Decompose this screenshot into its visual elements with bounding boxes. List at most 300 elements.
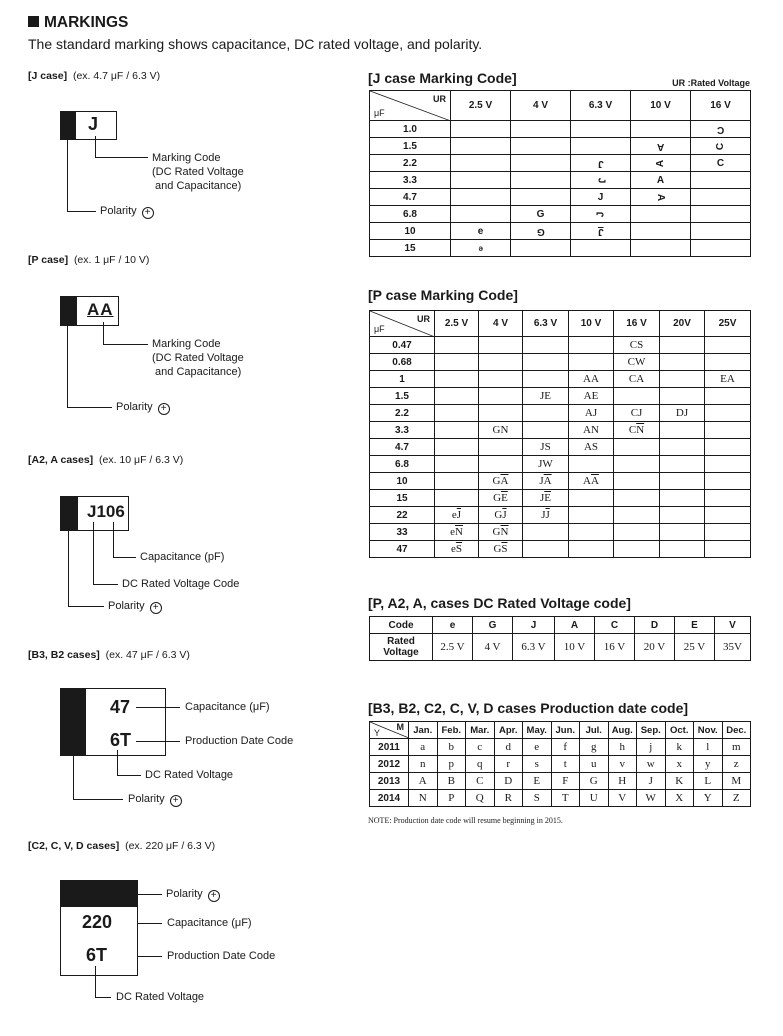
table-cell bbox=[660, 439, 705, 456]
plus-icon: + bbox=[170, 795, 182, 807]
table-cell bbox=[614, 490, 660, 507]
plus-icon: + bbox=[142, 207, 154, 219]
table-cell bbox=[523, 541, 569, 558]
overlined-char: $\overline{S}$ bbox=[455, 543, 462, 555]
leader-line bbox=[113, 522, 114, 557]
leader-line bbox=[95, 157, 148, 158]
table-cell bbox=[435, 371, 479, 388]
table-cell bbox=[614, 524, 660, 541]
overlined-char: $\overline{E}$ bbox=[501, 492, 508, 504]
polarity-label: Polarity + bbox=[116, 400, 170, 415]
table-row bbox=[370, 223, 751, 240]
date-code-cell: y bbox=[694, 756, 723, 773]
year-header: 2012 bbox=[370, 756, 409, 773]
table-cell bbox=[511, 138, 571, 155]
marking-glyph: J bbox=[597, 157, 604, 169]
table-cell bbox=[435, 439, 479, 456]
table-cell bbox=[451, 155, 511, 172]
table-cell: $e\overline{N}$ bbox=[435, 524, 479, 541]
table-cell: GN bbox=[479, 422, 523, 439]
leader-line bbox=[67, 407, 112, 408]
table-cell bbox=[614, 439, 660, 456]
table-cell bbox=[571, 240, 631, 257]
date-code-cell: h bbox=[608, 739, 637, 756]
month-header: Mar. bbox=[466, 722, 495, 739]
column-header: 2.5 V bbox=[451, 91, 511, 121]
date-code-cell: G bbox=[580, 773, 609, 790]
table-row bbox=[370, 790, 751, 807]
voltage-code: J bbox=[513, 617, 555, 634]
section-subtitle: The standard marking shows capacitance, DC rated voltage, and polarity. bbox=[28, 36, 483, 52]
corner-cell bbox=[370, 311, 435, 337]
table-cell bbox=[705, 405, 751, 422]
table-cell bbox=[691, 138, 751, 155]
row-header: 10 bbox=[370, 223, 451, 240]
corner-bottom-label: Y bbox=[374, 728, 381, 738]
voltage-code: G bbox=[473, 617, 513, 634]
voltage-code: D bbox=[635, 617, 675, 634]
table-cell bbox=[660, 354, 705, 371]
p-case-heading bbox=[28, 254, 149, 266]
table-cell bbox=[511, 155, 571, 172]
date-code-cell: H bbox=[608, 773, 637, 790]
title-text: MARKINGS bbox=[44, 14, 129, 31]
overlined-char: $\overline{E}$ bbox=[544, 492, 551, 504]
table-cell: EA bbox=[705, 371, 751, 388]
table-row bbox=[370, 155, 751, 172]
leader-line bbox=[67, 211, 96, 212]
row-header: 6.8 bbox=[370, 456, 435, 473]
table-cell bbox=[511, 206, 571, 223]
table-cell bbox=[691, 172, 751, 189]
table-cell bbox=[705, 473, 751, 490]
marking-glyph: A bbox=[654, 159, 666, 167]
column-header: 4 V bbox=[479, 311, 523, 337]
date-code-cell: E bbox=[523, 773, 552, 790]
date-code-cell: A bbox=[409, 773, 438, 790]
table-row bbox=[370, 439, 751, 456]
date-table-title: [B3, B2, C2, C, V, D cases Production date code] bbox=[368, 700, 689, 716]
month-header: Jun. bbox=[551, 722, 580, 739]
date-note: NOTE: Production date code will resume beginning in 2015. bbox=[368, 816, 563, 825]
table-cell: AA bbox=[569, 371, 614, 388]
month-header: Jan. bbox=[409, 722, 438, 739]
table-cell bbox=[705, 507, 751, 524]
table-cell bbox=[705, 439, 751, 456]
table-row bbox=[370, 756, 751, 773]
plus-icon: + bbox=[208, 890, 220, 902]
date-code-cell: f bbox=[551, 739, 580, 756]
case-example: (ex. 1 μF / 10 V) bbox=[73, 254, 150, 266]
polarity-band bbox=[60, 496, 78, 531]
table-cell bbox=[435, 337, 479, 354]
leader-line bbox=[117, 775, 141, 776]
leader-line bbox=[95, 136, 96, 158]
rated-voltage: 10 V bbox=[555, 634, 595, 661]
polarity-label: Polarity + bbox=[166, 887, 220, 902]
header-row bbox=[370, 311, 751, 337]
row-header: 3.3 bbox=[370, 422, 435, 439]
table-cell bbox=[569, 507, 614, 524]
corner-cell bbox=[370, 91, 451, 121]
date-code-cell: Q bbox=[466, 790, 495, 807]
leader-line bbox=[68, 606, 104, 607]
date-code: 6T bbox=[110, 730, 132, 750]
rated-voltage: 6.3 V bbox=[513, 634, 555, 661]
table-row bbox=[370, 739, 751, 756]
row-header: 4.7 bbox=[370, 439, 435, 456]
date-code-cell: m bbox=[722, 739, 751, 756]
table-cell bbox=[705, 422, 751, 439]
table-cell bbox=[631, 121, 691, 138]
date-code-cell: p bbox=[437, 756, 466, 773]
case-label: [A2, A cases] bbox=[28, 454, 94, 466]
table-cell bbox=[511, 172, 571, 189]
rated-voltage: 16 V bbox=[595, 634, 635, 661]
table-cell: $J\overline{J}$ bbox=[523, 507, 569, 524]
marking-glyph: e bbox=[478, 243, 483, 253]
date-code-cell: t bbox=[551, 756, 580, 773]
column-header: 2.5 V bbox=[435, 311, 479, 337]
date-code-cell: C bbox=[466, 773, 495, 790]
table-cell: $G\overline{E}$ bbox=[479, 490, 523, 507]
date-code: 6T bbox=[86, 945, 108, 965]
date-code-cell: z bbox=[722, 756, 751, 773]
date-code-cell: Z bbox=[722, 790, 751, 807]
table-cell bbox=[660, 490, 705, 507]
case-label: [P case] bbox=[28, 254, 69, 266]
table-cell bbox=[569, 524, 614, 541]
table-cell bbox=[435, 422, 479, 439]
table-cell bbox=[451, 172, 511, 189]
month-header: Sep. bbox=[637, 722, 666, 739]
table-row bbox=[370, 172, 751, 189]
capacitance-code: 47 bbox=[110, 697, 131, 717]
capacitance-label: Capacitance (μF) bbox=[167, 917, 252, 929]
month-header: May. bbox=[523, 722, 552, 739]
leader-line bbox=[103, 322, 104, 344]
date-code-cell: s bbox=[523, 756, 552, 773]
table-cell: CW bbox=[614, 354, 660, 371]
voltage-code-table bbox=[369, 616, 751, 661]
date-code-cell: M bbox=[722, 773, 751, 790]
date-code-cell: F bbox=[551, 773, 580, 790]
date-code-cell: V bbox=[608, 790, 637, 807]
column-header: 6.3 V bbox=[523, 311, 569, 337]
table-cell bbox=[705, 541, 751, 558]
table-cell bbox=[571, 138, 631, 155]
row-header: 6.8 bbox=[370, 206, 451, 223]
table-cell bbox=[451, 240, 511, 257]
code-row bbox=[370, 617, 751, 634]
polarity-label: Polarity + bbox=[128, 792, 182, 807]
date-code-cell: c bbox=[466, 739, 495, 756]
table-cell bbox=[435, 490, 479, 507]
j-table-title: [J case Marking Code] bbox=[368, 70, 517, 86]
table-cell bbox=[691, 155, 751, 172]
capacitance-label: Capacitance (pF) bbox=[140, 551, 225, 563]
month-header: Feb. bbox=[437, 722, 466, 739]
table-cell bbox=[435, 456, 479, 473]
row-header: 0.68 bbox=[370, 354, 435, 371]
table-cell bbox=[451, 189, 511, 206]
production-date-table bbox=[369, 721, 751, 807]
table-row bbox=[370, 240, 751, 257]
date-code-cell: Y bbox=[694, 790, 723, 807]
table-cell bbox=[479, 405, 523, 422]
month-header: Jul. bbox=[580, 722, 609, 739]
table-cell bbox=[614, 473, 660, 490]
leader-line bbox=[137, 894, 162, 895]
date-code-cell: K bbox=[665, 773, 694, 790]
table-row bbox=[370, 121, 751, 138]
table-cell bbox=[451, 223, 511, 240]
table-cell bbox=[511, 240, 571, 257]
table-cell bbox=[631, 172, 691, 189]
c-case-heading bbox=[28, 840, 215, 852]
case-label: [C2, C, V, D cases] bbox=[28, 840, 120, 852]
table-cell bbox=[569, 354, 614, 371]
table-row bbox=[370, 371, 751, 388]
month-header: Nov. bbox=[694, 722, 723, 739]
leader-line bbox=[67, 140, 68, 211]
voltage-code: C bbox=[595, 617, 635, 634]
table-cell: JW bbox=[523, 456, 569, 473]
p-table-title: [P case Marking Code] bbox=[368, 287, 518, 303]
overlined-char: $\overline{A}$ bbox=[500, 475, 509, 487]
leader-line bbox=[136, 707, 180, 708]
table-cell bbox=[705, 354, 751, 371]
table-cell bbox=[523, 422, 569, 439]
table-cell bbox=[511, 223, 571, 240]
date-code-cell: w bbox=[637, 756, 666, 773]
polarity-label: Polarity + bbox=[108, 599, 162, 614]
date-code-cell: L bbox=[694, 773, 723, 790]
table-row bbox=[370, 388, 751, 405]
polarity-band bbox=[60, 111, 76, 140]
table-row bbox=[370, 138, 751, 155]
table-cell bbox=[569, 541, 614, 558]
table-cell bbox=[511, 189, 571, 206]
rated-voltage: 20 V bbox=[635, 634, 675, 661]
row-header: 4.7 bbox=[370, 189, 451, 206]
table-cell bbox=[660, 541, 705, 558]
marking-code: J106 bbox=[87, 502, 125, 521]
plus-icon: + bbox=[150, 602, 162, 614]
voltage-code: E bbox=[675, 617, 715, 634]
section-title bbox=[28, 14, 128, 32]
table-cell bbox=[705, 524, 751, 541]
table-cell bbox=[660, 507, 705, 524]
date-code-cell: l bbox=[694, 739, 723, 756]
overlined-char: $\overline{N}$ bbox=[454, 526, 463, 538]
table-cell: $G\overline{S}$ bbox=[479, 541, 523, 558]
table-row bbox=[370, 473, 751, 490]
table-cell bbox=[705, 456, 751, 473]
table-row bbox=[370, 405, 751, 422]
rated-voltage: 25 V bbox=[675, 634, 715, 661]
table-cell bbox=[479, 337, 523, 354]
date-code-cell: k bbox=[665, 739, 694, 756]
table-row bbox=[370, 541, 751, 558]
table-cell bbox=[631, 189, 691, 206]
table-cell bbox=[571, 206, 631, 223]
leader-line bbox=[117, 750, 118, 775]
table-cell: CS bbox=[614, 337, 660, 354]
table-cell bbox=[523, 354, 569, 371]
date-code-cell: u bbox=[580, 756, 609, 773]
table-cell bbox=[614, 541, 660, 558]
table-cell: DJ bbox=[660, 405, 705, 422]
column-header: 10 V bbox=[631, 91, 691, 121]
voltage-code: V bbox=[715, 617, 751, 634]
leader-line bbox=[95, 966, 96, 997]
table-cell bbox=[479, 354, 523, 371]
capacitance-label: Capacitance (μF) bbox=[185, 701, 270, 713]
table-cell bbox=[479, 388, 523, 405]
month-header: Aug. bbox=[608, 722, 637, 739]
date-code-cell: x bbox=[665, 756, 694, 773]
date-code-cell: a bbox=[409, 739, 438, 756]
date-code-cell: W bbox=[637, 790, 666, 807]
date-code-cell: n bbox=[409, 756, 438, 773]
table-cell bbox=[523, 405, 569, 422]
row-header: Code bbox=[370, 617, 433, 634]
polarity-band bbox=[60, 688, 86, 756]
a-case-heading bbox=[28, 454, 183, 466]
voltage-code: e bbox=[433, 617, 473, 634]
table-cell bbox=[451, 138, 511, 155]
table-row bbox=[370, 507, 751, 524]
case-example: (ex. 47 μF / 6.3 V) bbox=[105, 649, 190, 661]
table-cell bbox=[479, 371, 523, 388]
table-cell bbox=[511, 121, 571, 138]
table-cell: AN bbox=[569, 422, 614, 439]
case-label: [J case] bbox=[28, 70, 68, 82]
table-cell bbox=[691, 206, 751, 223]
marking-glyph: J bbox=[597, 191, 604, 203]
table-cell bbox=[435, 354, 479, 371]
table-row bbox=[370, 189, 751, 206]
date-code-cell: r bbox=[494, 756, 523, 773]
marking-glyph: J bbox=[597, 225, 604, 237]
row-header: 33 bbox=[370, 524, 435, 541]
table-cell bbox=[435, 473, 479, 490]
row-header: 2.2 bbox=[370, 155, 451, 172]
corner-top-label: UR bbox=[433, 94, 446, 104]
month-header: Dec. bbox=[722, 722, 751, 739]
table-row bbox=[370, 456, 751, 473]
month-header: Oct. bbox=[665, 722, 694, 739]
date-code-cell: e bbox=[523, 739, 552, 756]
row-header: 47 bbox=[370, 541, 435, 558]
table-cell bbox=[571, 155, 631, 172]
row-header: 1.5 bbox=[370, 388, 435, 405]
marking-glyph: G bbox=[536, 208, 545, 220]
leader-line bbox=[113, 557, 136, 558]
leader-line bbox=[137, 923, 162, 924]
row-header: Rated Voltage bbox=[370, 634, 433, 661]
case-label: [B3, B2 cases] bbox=[28, 649, 100, 661]
table-cell bbox=[631, 155, 691, 172]
table-cell bbox=[631, 206, 691, 223]
column-header: 6.3 V bbox=[571, 91, 631, 121]
date-code-label: Production Date Code bbox=[167, 950, 276, 962]
table-cell bbox=[660, 337, 705, 354]
column-header: 4 V bbox=[511, 91, 571, 121]
table-cell bbox=[614, 507, 660, 524]
year-header: 2013 bbox=[370, 773, 409, 790]
table-cell bbox=[571, 223, 631, 240]
table-cell bbox=[660, 456, 705, 473]
date-code-cell: T bbox=[551, 790, 580, 807]
table-cell: $G\overline{A}$ bbox=[479, 473, 523, 490]
date-code-label: Production Date Code bbox=[185, 735, 294, 747]
p-case-marking-table bbox=[369, 310, 751, 558]
overlined-char: $\overline{J}$ bbox=[545, 509, 550, 521]
date-code-cell: b bbox=[437, 739, 466, 756]
column-header: 16 V bbox=[614, 311, 660, 337]
case-example: (ex. 10 μF / 6.3 V) bbox=[99, 454, 184, 466]
table-cell bbox=[691, 240, 751, 257]
table-cell bbox=[631, 223, 691, 240]
marking-code-label: Marking Code (DC Rated Voltage and Capacitance) bbox=[152, 338, 244, 378]
row-header: 3.3 bbox=[370, 172, 451, 189]
date-code-cell: j bbox=[637, 739, 666, 756]
overlined-char: $\overline{J}$ bbox=[502, 509, 507, 521]
corner-cell bbox=[370, 722, 409, 739]
table-cell bbox=[660, 524, 705, 541]
table-row bbox=[370, 337, 751, 354]
date-code-cell: P bbox=[437, 790, 466, 807]
capacitance-code: 220 bbox=[82, 912, 113, 932]
table-cell: $C\overline{N}$ bbox=[614, 422, 660, 439]
table-cell bbox=[479, 456, 523, 473]
overlined-char: $\overline{A}$ bbox=[543, 475, 552, 487]
table-cell bbox=[614, 456, 660, 473]
table-row bbox=[370, 524, 751, 541]
row-header: 15 bbox=[370, 240, 451, 257]
leader-line bbox=[103, 344, 148, 345]
header-row bbox=[370, 91, 751, 121]
leader-line bbox=[93, 522, 94, 584]
overlined-char: $\overline{N}$ bbox=[636, 424, 645, 436]
table-cell: AJ bbox=[569, 405, 614, 422]
case-example: (ex. 4.7 μF / 6.3 V) bbox=[72, 70, 161, 82]
date-code-cell: J bbox=[637, 773, 666, 790]
table-row bbox=[370, 354, 751, 371]
table-cell: $e\overline{J}$ bbox=[435, 507, 479, 524]
rated-voltage: 2.5 V bbox=[433, 634, 473, 661]
marking-code: J bbox=[88, 114, 99, 134]
table-cell bbox=[523, 371, 569, 388]
table-cell: $G\overline{J}$ bbox=[479, 507, 523, 524]
voltage-code-label: DC Rated Voltage Code bbox=[122, 578, 240, 590]
table-row bbox=[370, 206, 751, 223]
marking-glyph: e bbox=[477, 225, 484, 237]
voltage-label: DC Rated Voltage bbox=[145, 769, 234, 781]
table-cell: $e\overline{S}$ bbox=[435, 541, 479, 558]
table-cell bbox=[523, 337, 569, 354]
table-cell: CA bbox=[614, 371, 660, 388]
table-cell: $A\overline{A}$ bbox=[569, 473, 614, 490]
month-header: Apr. bbox=[494, 722, 523, 739]
table-row bbox=[370, 422, 751, 439]
rated-voltage: 4 V bbox=[473, 634, 513, 661]
voltage-table-title: [P, A2, A, cases DC Rated Voltage code] bbox=[368, 595, 631, 611]
date-code-cell: X bbox=[665, 790, 694, 807]
leader-line bbox=[67, 326, 68, 407]
